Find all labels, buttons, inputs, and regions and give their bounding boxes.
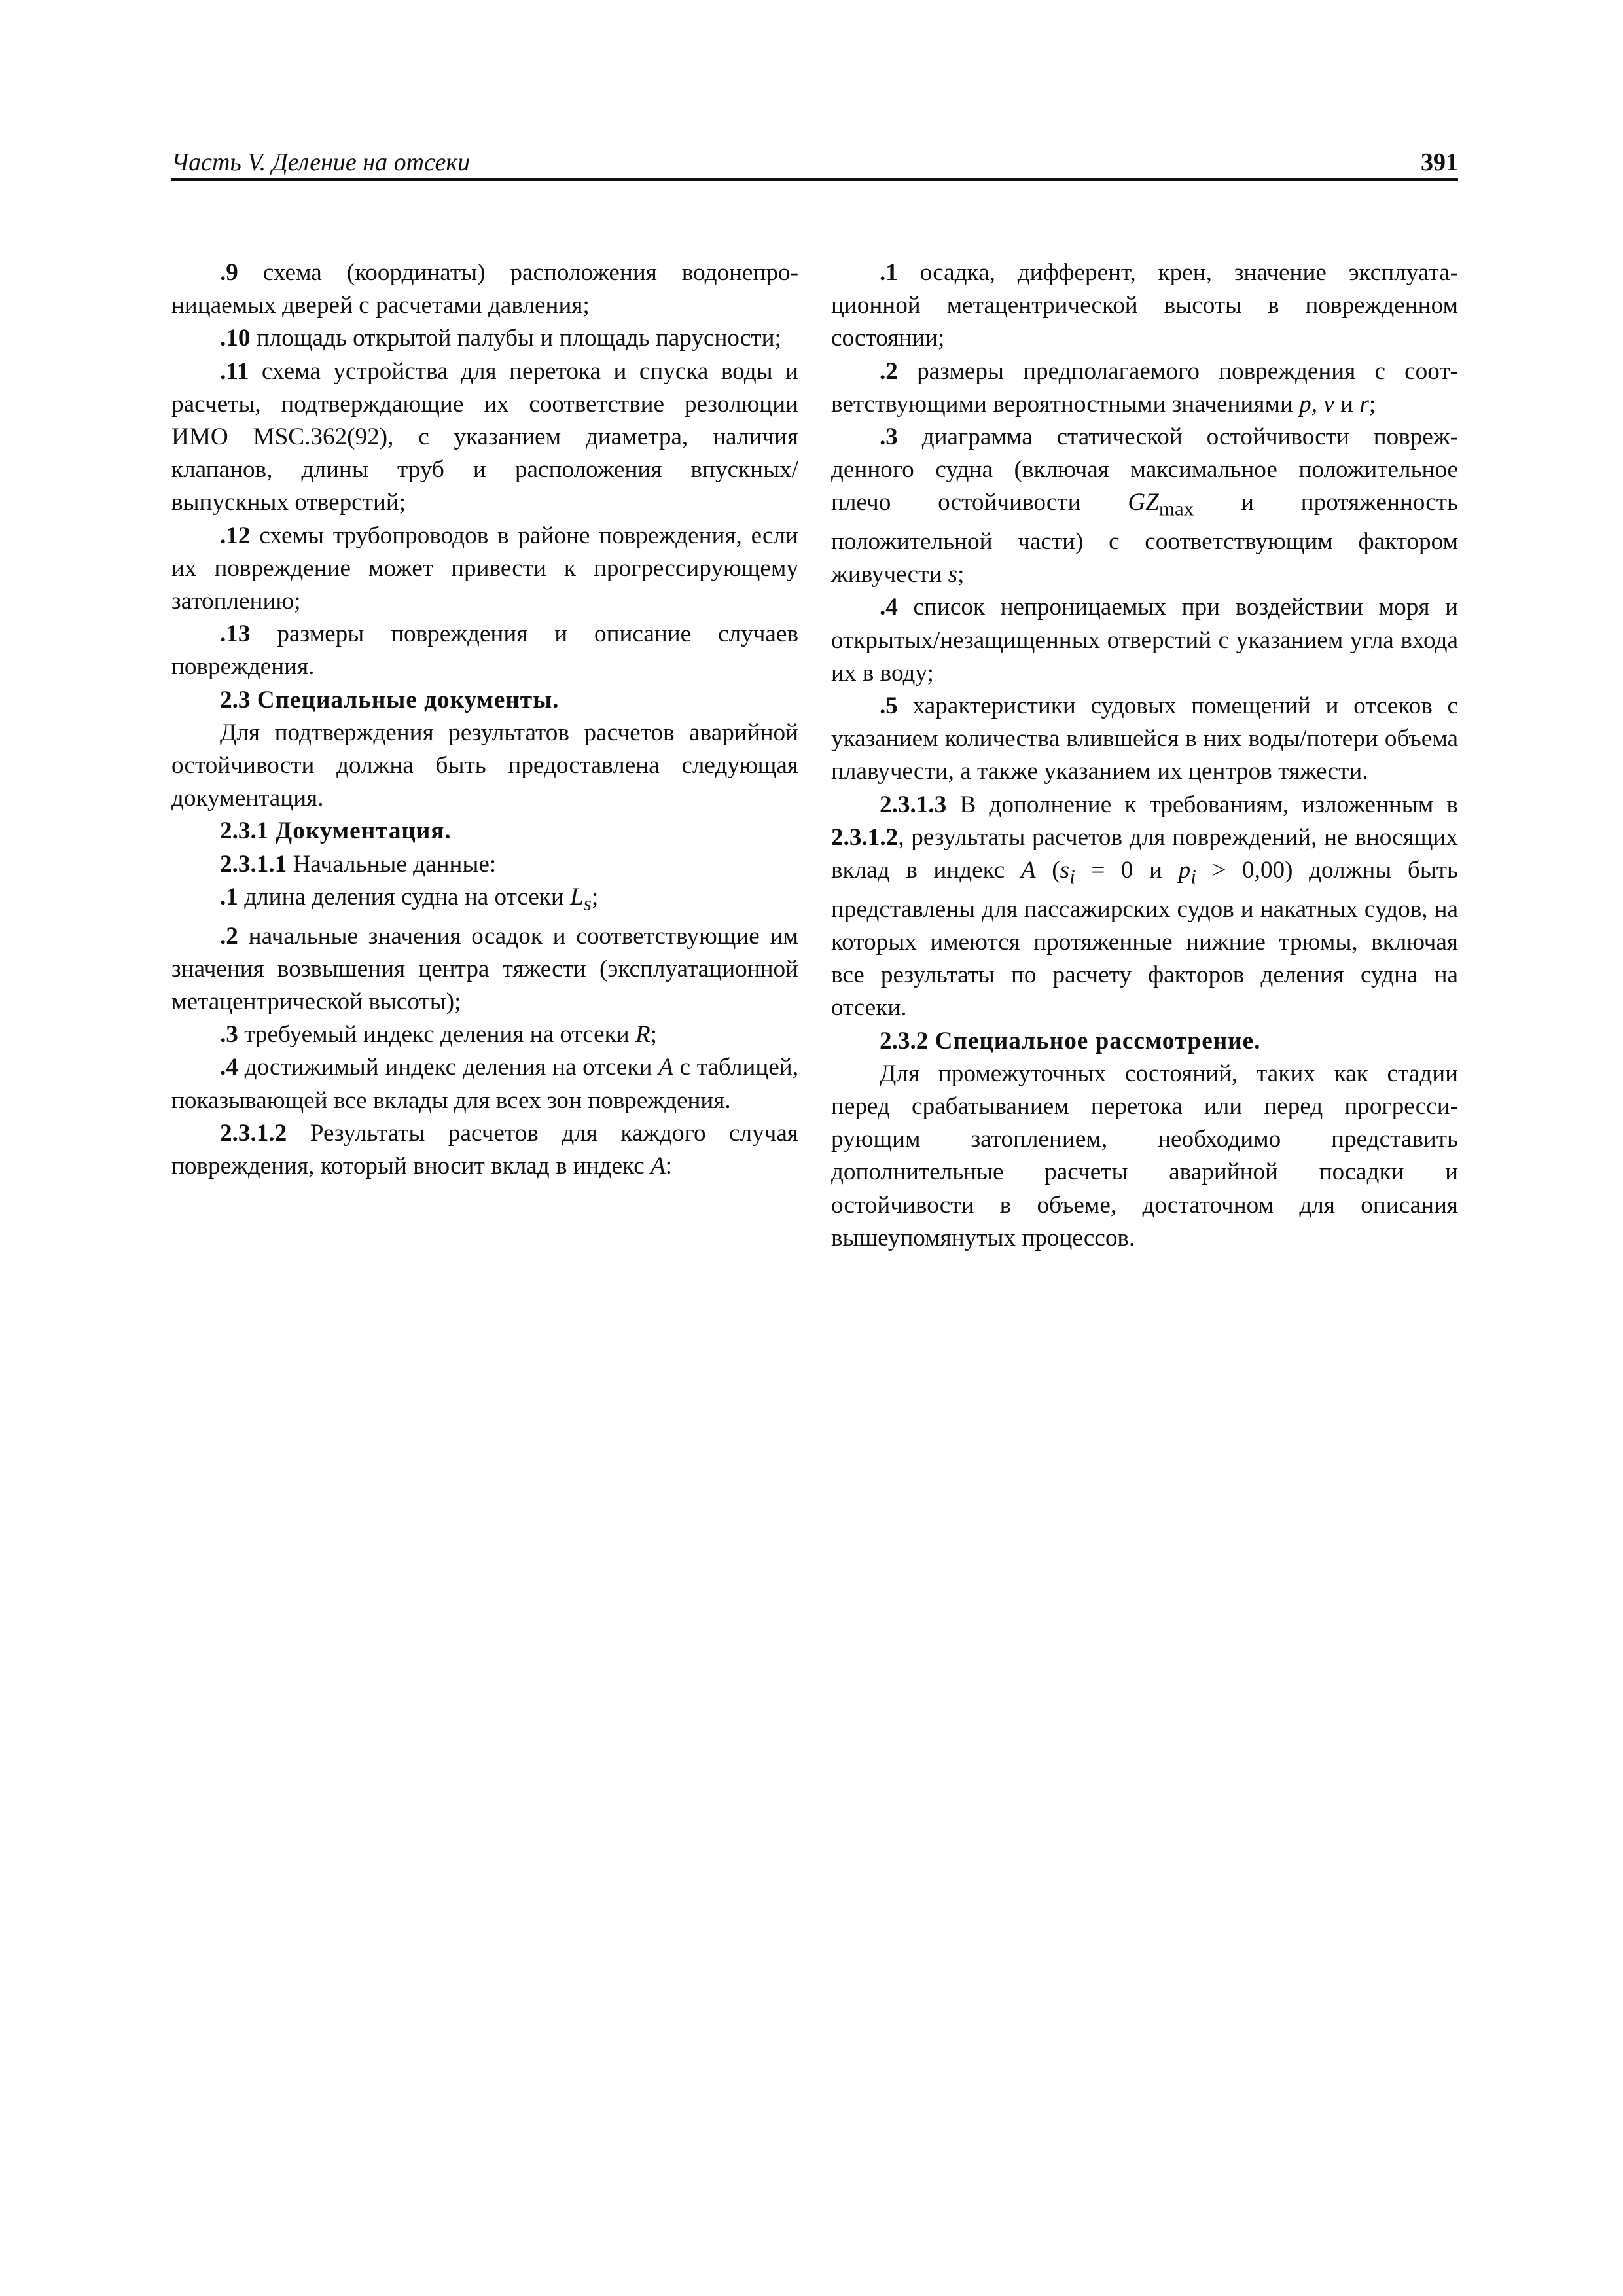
section-2-3-2-body: Для промежуточных состояний, таких как стадии перед срабатыванием перетока или перед прогрессирующим затоплением, необходимо представить дополнительные расчеты аварийной посадки и остойчивости в объеме, достаточном для описания вышеупомянутых процессов. (831, 1060, 1458, 1251)
section-2-3-1-1-heading: 2.3.1.1 Начальные данные: (220, 850, 497, 878)
item-11: .11 схема устройства для перетока и спуска воды и расчеты, подтверждающие их соответствие резолюции ИМО MSC.362(92), с указанием диаметра, наличия клапанов, длины труб и расположения впускных/выпускных отверстий; (171, 357, 798, 516)
initial-item-2: .2 начальные значения осадок и соответствующие им значения возвышения центра тяжести (эксплуатационной метацентрической высоты); (171, 922, 798, 1015)
result-item-4: .4 список непроницаемых при воздействии моря и открытых/незащищенных отверстий с указанием угла входа их в воду; (831, 594, 1458, 687)
initial-item-3: .3 требуемый индекс деления на отсеки R; (220, 1021, 657, 1049)
left-column (171, 257, 798, 1183)
initial-item-4: .4 достижимый индекс деления на отсеки A с таблицей, показывающей все вклады для всех зон повреждения. (171, 1054, 798, 1114)
item-13: .13 размеры повреждения и описание случаев повреждения. (171, 620, 798, 681)
result-item-3: .3 диаграмма статической остойчивости поврежденного судна (включая максимальное положительное плечо остойчивости $GZ_{max}$ и протяженность положительной части) с соответствующим фактором живучести s; (831, 423, 1458, 588)
running-header (171, 143, 1458, 181)
section-2-3-1-3: 2.3.1.3 В дополнение к требованиям, изложенным в 2.3.1.2, результаты расчетов для повреждений, не вносящих вклад в индекс A ($s_i = 0$ и $p_i > 0,00$) должны быть представлены для пассажирских судов и накатных судов, на которых имеются протяженные нижние трюмы, включая все результаты по расчету факторов деления судна на отсеки. (831, 791, 1459, 1022)
section-2-3-2-heading: 2.3.2 Специальное рассмотрение. (880, 1027, 1261, 1054)
initial-item-1: .1 длина деления судна на отсеки $L_s$; (220, 883, 599, 915)
result-item-1: .1 осадка, дифферент, крен, значение эксплуатационной метацентрической высоты в поврежденном состоянии; (831, 259, 1458, 352)
header-rule (171, 178, 1458, 181)
item-12: .12 схемы трубопроводов в районе повреждения, если их повреждение может привести к прогрессирующему затоплению; (171, 522, 798, 615)
section-2-3-heading: 2.3 Специальные документы. (220, 686, 560, 713)
section-2-3-1-heading: 2.3.1 Документация. (220, 817, 452, 845)
section-2-3-intro: Для подтверждения результатов расчетов аварийной остойчивости должна быть предоставлена следующая документация. (171, 719, 798, 812)
page-number: 391 (1421, 149, 1458, 176)
result-item-2: .2 размеры предполагаемого повреждения с соответствующими вероятностными значениями p, v и r; (831, 357, 1458, 418)
section-2-3-1-2: 2.3.1.2 Результаты расчетов для каждого случая повреждения, который вносит вклад в индекс A: (171, 1119, 798, 1179)
result-item-5: .5 характеристики судовых помещений и отсеков с указанием количества влившейся в них воды/потери объема плавучести, а также указанием их центров тяжести. (831, 692, 1458, 785)
item-9: .9 схема (координаты) расположения водонепроницаемых дверей с расчетами давления; (171, 259, 798, 319)
right-column (831, 257, 1458, 1255)
running-header-title: Часть V. Деление на отсеки (171, 149, 471, 176)
item-10: .10 площадь открытой палубы и площадь парусности; (220, 325, 781, 352)
